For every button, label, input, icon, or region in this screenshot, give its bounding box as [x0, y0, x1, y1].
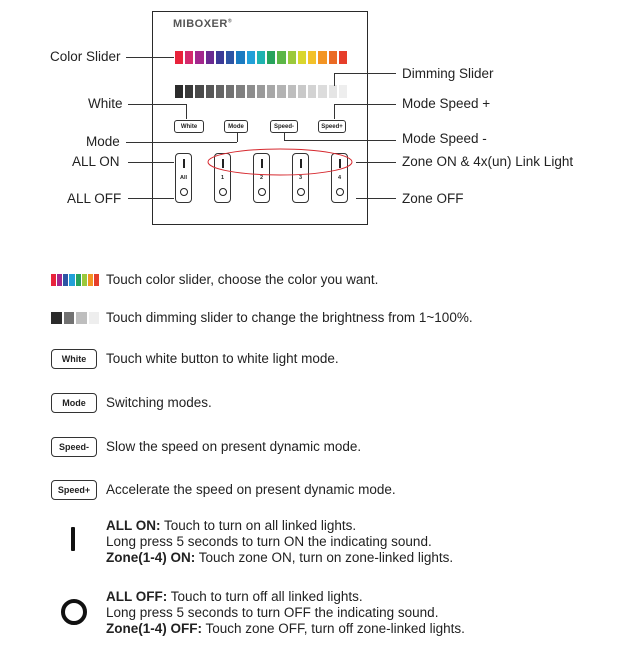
slider-swatch	[298, 51, 306, 64]
callout-zone-off: Zone OFF	[402, 191, 464, 206]
slider-swatch	[175, 51, 183, 64]
slider-swatch	[247, 51, 255, 64]
slider-swatch	[339, 85, 347, 98]
slider-swatch	[89, 312, 100, 324]
off-icon[interactable]	[297, 188, 305, 196]
leader-line	[128, 162, 174, 163]
leader-line	[284, 140, 396, 141]
slider-swatch	[195, 85, 203, 98]
leader-line	[284, 133, 285, 140]
speed-plus-button-icon: Speed+	[51, 480, 97, 500]
dimming-slider[interactable]	[175, 85, 347, 98]
slider-swatch	[267, 85, 275, 98]
slider-swatch	[185, 51, 193, 64]
callout-mode-speed-plus: Mode Speed +	[402, 96, 491, 111]
legend-white: Touch white button to white light mode.	[106, 351, 339, 366]
slider-swatch	[51, 312, 62, 324]
slider-swatch	[277, 85, 285, 98]
slider-swatch	[185, 85, 193, 98]
leader-line	[334, 73, 335, 86]
slider-swatch	[216, 51, 224, 64]
slider-swatch	[339, 51, 347, 64]
on-icon[interactable]	[183, 159, 185, 168]
slider-swatch	[51, 274, 56, 286]
leader-line	[237, 133, 238, 142]
white-button-icon: White	[51, 349, 97, 369]
leader-line	[334, 104, 335, 119]
callout-white: White	[88, 96, 123, 111]
off-icon[interactable]	[180, 188, 188, 196]
slider-swatch	[57, 274, 62, 286]
leader-line	[126, 57, 174, 58]
leader-line	[126, 142, 237, 143]
slider-swatch	[288, 85, 296, 98]
slider-swatch	[216, 85, 224, 98]
slider-swatch	[247, 85, 255, 98]
speed-minus-button[interactable]: Speed-	[270, 120, 298, 133]
slider-swatch	[318, 85, 326, 98]
mode-button[interactable]: Mode	[224, 120, 248, 133]
slider-swatch	[236, 85, 244, 98]
leader-line	[334, 104, 396, 105]
legend-mode: Switching modes.	[106, 395, 212, 410]
leader-line	[186, 104, 187, 119]
slider-swatch	[318, 51, 326, 64]
leader-line	[128, 198, 174, 199]
slider-swatch	[288, 51, 296, 64]
slider-swatch	[94, 274, 99, 286]
leader-line	[356, 198, 396, 199]
zone-all[interactable]: All	[175, 153, 192, 203]
brand-logo: MIBOXER®	[173, 18, 233, 30]
leader-line	[334, 73, 396, 74]
slider-swatch	[236, 51, 244, 64]
legend-speed-plus: Accelerate the speed on present dynamic mode.	[106, 482, 396, 497]
mode-button-icon: Mode	[51, 393, 97, 413]
slider-swatch	[298, 85, 306, 98]
slider-swatch	[267, 51, 275, 64]
color-slider-icon	[51, 274, 99, 286]
slider-swatch	[76, 274, 81, 286]
dimming-slider-icon	[51, 312, 99, 324]
slider-swatch	[308, 51, 316, 64]
callout-all-off: ALL OFF	[67, 191, 122, 206]
leader-line	[356, 162, 396, 163]
slider-swatch	[308, 85, 316, 98]
slider-swatch	[195, 51, 203, 64]
legend-dimming: Touch dimming slider to change the brightness from 1~100%.	[106, 310, 473, 325]
off-icon[interactable]	[219, 188, 227, 196]
white-button[interactable]: White	[174, 120, 204, 133]
zone-2[interactable]: 2	[253, 153, 270, 203]
slider-swatch	[175, 85, 183, 98]
callout-mode-speed-minus: Mode Speed -	[402, 131, 487, 146]
slider-swatch	[206, 51, 214, 64]
zone-4[interactable]: 4	[331, 153, 348, 203]
slider-swatch	[257, 85, 265, 98]
callout-mode: Mode	[86, 134, 120, 149]
speed-minus-button-icon: Speed-	[51, 437, 97, 457]
slider-swatch	[277, 51, 285, 64]
legend-on: ALL ON: Touch to turn on all linked lights. Long press 5 seconds to turn ON the indicating sound. Zone(1-4) ON: Touch zone ON, turn on zone-linked lights.	[106, 518, 454, 565]
zone-on-ellipse	[205, 147, 355, 177]
slider-swatch	[206, 85, 214, 98]
slider-swatch	[226, 85, 234, 98]
slider-swatch	[257, 51, 265, 64]
color-slider[interactable]	[175, 51, 347, 64]
off-icon[interactable]	[336, 188, 344, 196]
zone-3[interactable]: 3	[292, 153, 309, 203]
off-ring-icon	[61, 599, 87, 625]
on-bar-icon	[71, 527, 75, 551]
slider-swatch	[76, 312, 87, 324]
legend-speed-minus: Slow the speed on present dynamic mode.	[106, 439, 362, 454]
callout-all-on: ALL ON	[72, 154, 120, 169]
callout-zone-on: Zone ON & 4x(un) Link Light	[402, 154, 574, 169]
slider-swatch	[329, 51, 337, 64]
slider-swatch	[226, 51, 234, 64]
slider-swatch	[329, 85, 337, 98]
callout-color-slider: Color Slider	[50, 49, 121, 64]
legend-off: ALL OFF: Touch to turn off all linked lights. Long press 5 seconds to turn OFF the indicating sound. Zone(1-4) OFF: Touch zone OFF, turn off zone-linked lights.	[106, 589, 465, 636]
callout-dimming-slider: Dimming Slider	[402, 66, 494, 81]
slider-swatch	[69, 274, 74, 286]
off-icon[interactable]	[258, 188, 266, 196]
touch-panel	[152, 11, 368, 225]
slider-swatch	[82, 274, 87, 286]
speed-plus-button[interactable]: Speed+	[318, 120, 346, 133]
leader-line	[128, 104, 186, 105]
legend-color: Touch color slider, choose the color you want.	[106, 272, 379, 287]
slider-swatch	[64, 312, 75, 324]
zone-1[interactable]: 1	[214, 153, 231, 203]
slider-swatch	[88, 274, 93, 286]
slider-swatch	[63, 274, 68, 286]
